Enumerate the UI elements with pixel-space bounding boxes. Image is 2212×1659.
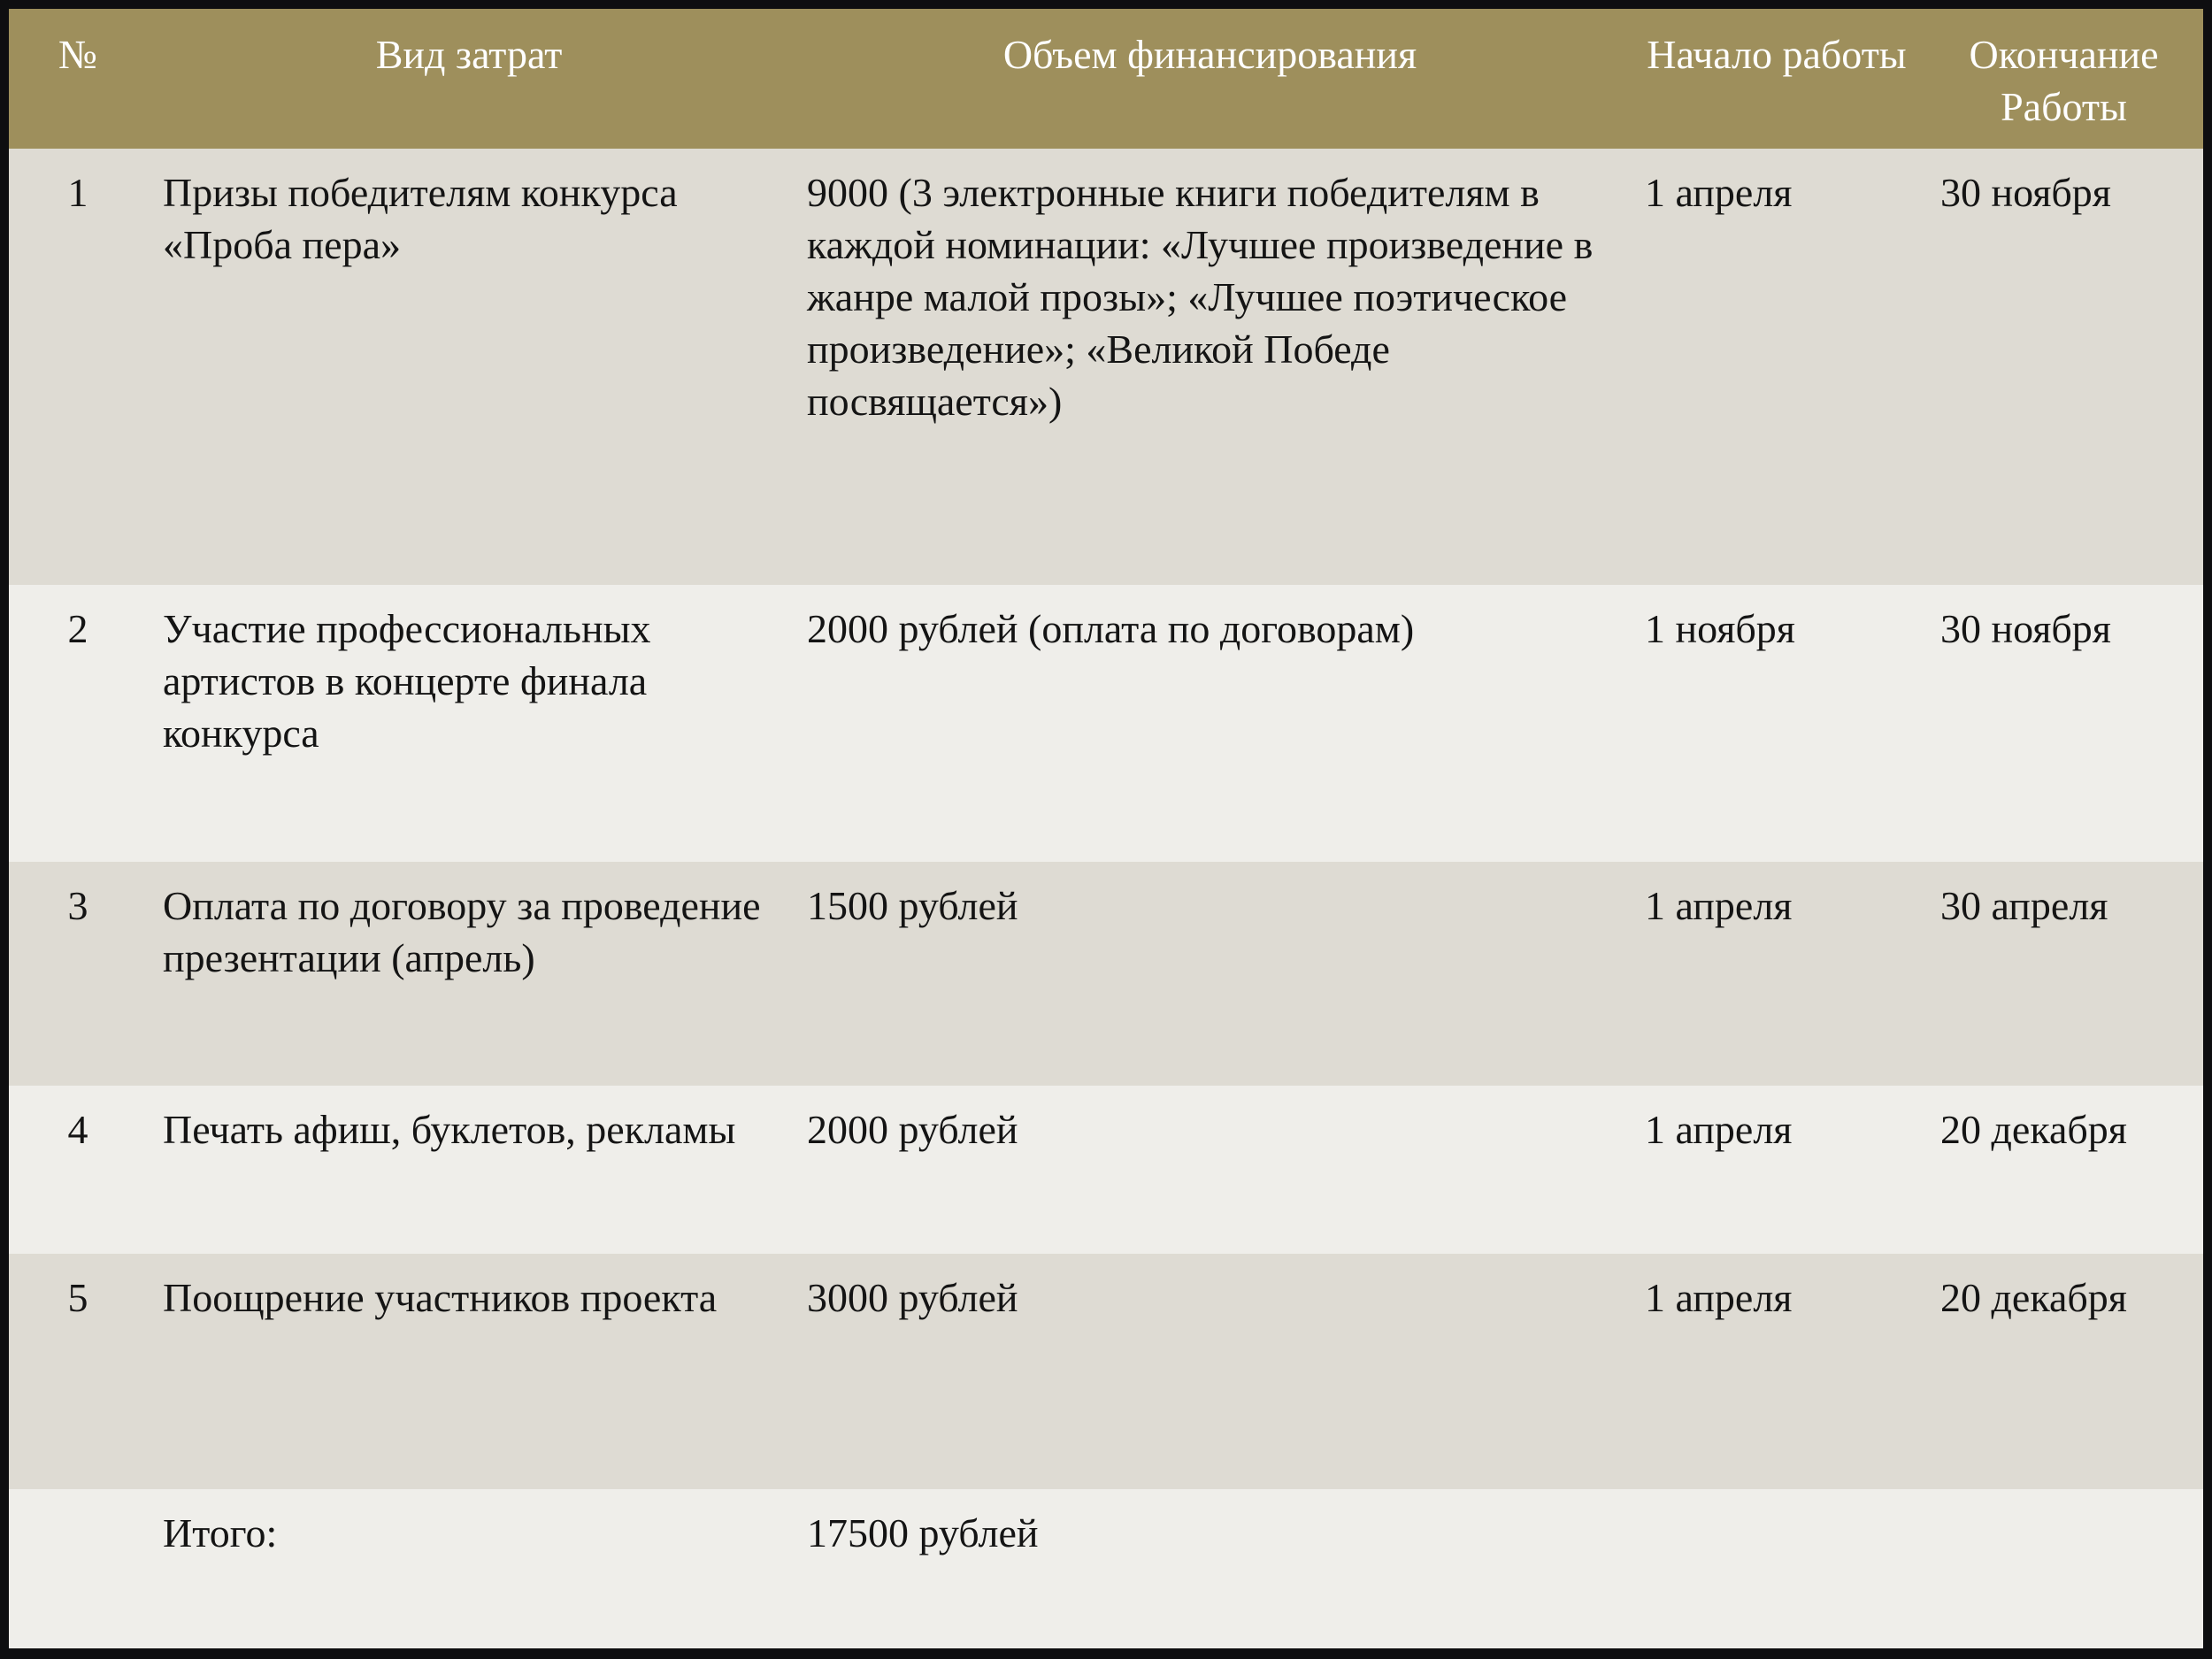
row-start: 1 апреля (1645, 170, 1793, 215)
row-type: Оплата по договору за проведение презентации (апрель) (163, 883, 761, 980)
table-row (9, 1254, 2203, 1489)
budget-table (9, 9, 2203, 1648)
row-amount: 2000 рублей (807, 1107, 1018, 1152)
table-row (9, 149, 2203, 585)
slide (9, 9, 2203, 1648)
row-end: 30 апреля (1940, 883, 2108, 928)
row-amount: 1500 рублей (807, 883, 1018, 928)
row-start: 1 ноября (1645, 606, 1795, 651)
total-end (1924, 1489, 2203, 1648)
row-end: 20 декабря (1940, 1275, 2127, 1320)
header-start: Начало работы (1647, 32, 1907, 77)
total-start (1629, 1489, 1924, 1648)
row-num: 3 (67, 883, 88, 928)
row-start: 1 апреля (1645, 883, 1793, 928)
row-amount: 2000 рублей (оплата по договорам) (807, 606, 1415, 651)
row-type: Призы победителям конкурса «Проба пера» (163, 170, 678, 267)
row-start: 1 апреля (1645, 1107, 1793, 1152)
header-row (9, 9, 2203, 149)
header-amount: Объем финансирования (1002, 32, 1417, 77)
table-body (9, 149, 2203, 1648)
row-num: 1 (67, 170, 88, 215)
row-type: Поощрение участников проекта (163, 1275, 718, 1320)
header-num: № (58, 32, 97, 77)
row-start: 1 апреля (1645, 1275, 1793, 1320)
row-num: 4 (67, 1107, 88, 1152)
row-num: 2 (67, 606, 88, 651)
total-amount: 17500 рублей (807, 1510, 1039, 1555)
row-amount: 9000 (3 электронные книги победителям в каждой номинации: «Лучшее произведение в жанре малой прозы»; «Лучшее поэтическое произведение»; «Великой Победе посвящается») (807, 170, 1594, 424)
table-row (9, 862, 2203, 1086)
row-num: 5 (67, 1275, 88, 1320)
table-row (9, 585, 2203, 862)
table-row (9, 1086, 2203, 1254)
total-row (9, 1489, 2203, 1648)
row-end: 20 декабря (1940, 1107, 2127, 1152)
table-header (9, 9, 2203, 149)
row-end: 30 ноября (1940, 170, 2111, 215)
row-type: Печать афиш, буклетов, рекламы (163, 1107, 736, 1152)
total-num (9, 1489, 147, 1648)
total-label: Итого: (163, 1510, 278, 1555)
header-type: Вид затрат (375, 32, 563, 77)
row-amount: 3000 рублей (807, 1275, 1018, 1320)
row-type: Участие профессиональных артистов в концерте финала конкурса (163, 606, 651, 756)
row-end: 30 ноября (1940, 606, 2111, 651)
header-end: Окончание Работы (1969, 32, 2159, 129)
